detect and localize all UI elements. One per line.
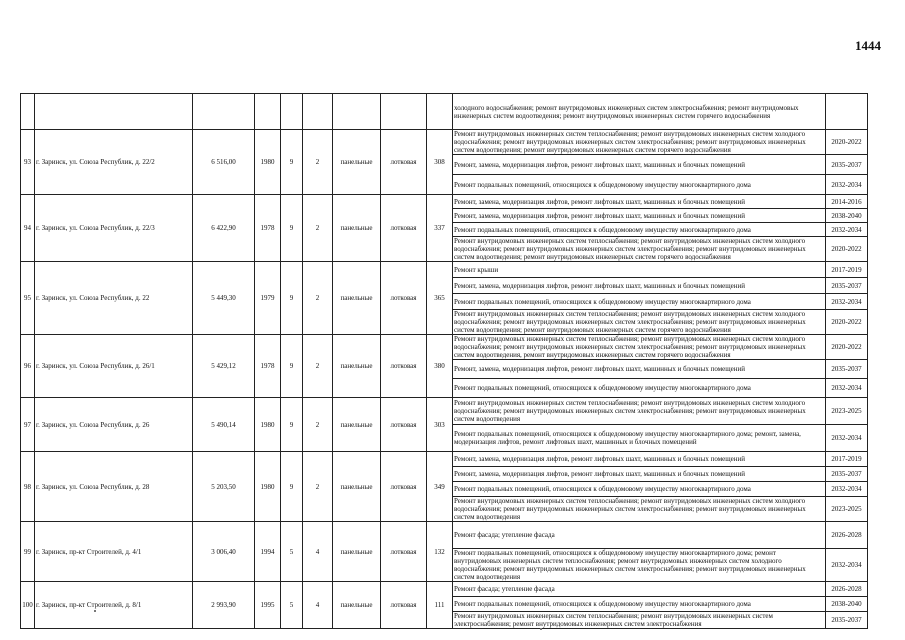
floors-cell: 5 bbox=[281, 582, 303, 629]
year-cell: 1980 bbox=[255, 130, 281, 195]
work-period: 2020-2022 bbox=[826, 310, 868, 335]
work-description: Ремонт, замена, модернизация лифтов, ремонт лифтовых шахт, машинных и блочных помещений bbox=[453, 195, 826, 209]
work-description: Ремонт подвальных помещений, относящихся к общедомовому имуществу многоквартирного дома bbox=[453, 379, 826, 398]
address-cell: г. Заринск, ул. Союза Республик, д. 28 bbox=[35, 452, 193, 522]
year-cell: 1994 bbox=[255, 522, 281, 582]
work-description: Ремонт подвальных помещений, относящихся к общедомовому имуществу многоквартирного дома; ремонт внутридомовых инженерных систем теплоснабжения; ремонт внутридомовых инженерных систем холодного водоснабжения; ремонт внутридомовых инженерных систем электроснабжения; ремонт внутридомовых инженерных систем водоотведения bbox=[453, 549, 826, 582]
area-cell: 5 429,12 bbox=[193, 335, 255, 398]
residents-cell: 349 bbox=[427, 452, 453, 522]
work-period: 2020-2022 bbox=[826, 130, 868, 155]
year-cell: 1980 bbox=[255, 452, 281, 522]
work-description: Ремонт подвальных помещений, относящихся к общедомовому имуществу многоквартирного дома bbox=[453, 482, 826, 497]
work-period: 2032-2034 bbox=[826, 175, 868, 195]
work-period: 2032-2034 bbox=[826, 294, 868, 310]
work-description: Ремонт подвальных помещений, относящихся к общедомовому имуществу многоквартирного дома bbox=[453, 175, 826, 195]
work-period: 2020-2022 bbox=[826, 335, 868, 360]
entrances-cell: 2 bbox=[303, 398, 333, 452]
table-row bbox=[21, 335, 868, 360]
entrances-cell: 4 bbox=[303, 522, 333, 582]
table-row bbox=[21, 262, 868, 278]
scan-speck bbox=[94, 610, 96, 612]
residents-cell: 308 bbox=[427, 130, 453, 195]
work-description: Ремонт фасада; утепление фасада bbox=[453, 522, 826, 549]
floors-cell: 9 bbox=[281, 130, 303, 195]
floors-cell: 9 bbox=[281, 452, 303, 522]
area-cell: 6 422,90 bbox=[193, 195, 255, 262]
wall-material-cell: панельные bbox=[333, 398, 381, 452]
roof-type-cell: лотковая bbox=[381, 335, 427, 398]
year-cell: 1995 bbox=[255, 582, 281, 629]
roof-type-cell: лотковая bbox=[381, 130, 427, 195]
row-number: 93 bbox=[21, 130, 35, 195]
work-description: Ремонт внутридомовых инженерных систем теплоснабжения; ремонт внутридомовых инженерных систем холодного водоснабжения; ремонт внутридомовых инженерных систем электроснабжения; ремонт внутридомовых инженерных систем водоотведения; ремонт внутридомовых инженерных систем горячего водоснабжения bbox=[453, 130, 826, 155]
table-row bbox=[21, 452, 868, 467]
wall-material-cell: панельные bbox=[333, 452, 381, 522]
address-cell bbox=[35, 94, 193, 130]
table-row bbox=[21, 398, 868, 425]
residents-cell: 365 bbox=[427, 262, 453, 335]
area-cell: 2 993,90 bbox=[193, 582, 255, 629]
address-cell: г. Заринск, ул. Союза Республик, д. 22/3 bbox=[35, 195, 193, 262]
work-description: Ремонт подвальных помещений, относящихся к общедомовому имуществу многоквартирного дома bbox=[453, 294, 826, 310]
roof-type-cell bbox=[381, 94, 427, 130]
floors-cell: 9 bbox=[281, 335, 303, 398]
roof-type-cell: лотковая bbox=[381, 195, 427, 262]
address-cell: г. Заринск, ул. Союза Республик, д. 22/2 bbox=[35, 130, 193, 195]
wall-material-cell: панельные bbox=[333, 262, 381, 335]
work-description: Ремонт, замена, модернизация лифтов, ремонт лифтовых шахт, машинных и блочных помещений bbox=[453, 155, 826, 175]
row-number: 98 bbox=[21, 452, 35, 522]
entrances-cell: 2 bbox=[303, 452, 333, 522]
entrances-cell: 4 bbox=[303, 582, 333, 629]
area-cell: 3 006,40 bbox=[193, 522, 255, 582]
table-row bbox=[21, 522, 868, 549]
table-row bbox=[21, 195, 868, 209]
roof-type-cell: лотковая bbox=[381, 522, 427, 582]
work-period: 2017-2019 bbox=[826, 262, 868, 278]
work-period: 2014-2016 bbox=[826, 195, 868, 209]
work-period: 2035-2037 bbox=[826, 612, 868, 629]
table-row bbox=[21, 130, 868, 155]
year-cell: 1978 bbox=[255, 335, 281, 398]
floors-cell bbox=[281, 94, 303, 130]
work-period: 2023-2025 bbox=[826, 398, 868, 425]
work-description: Ремонт внутридомовых инженерных систем теплоснабжения; ремонт внутридомовых инженерных систем холодного водоснабжения; ремонт внутридомовых инженерных систем электроснабжения; ремонт внутридомовых инженерных систем водоотведения bbox=[453, 497, 826, 522]
work-description: Ремонт внутридомовых инженерных систем теплоснабжения; ремонт внутридомовых инженерных систем холодного водоснабжения; ремонт внутридомовых инженерных систем электроснабжения; ремонт внутридомовых инженерных систем водоотведения; ремонт внутридомовых инженерных систем горячего водоснабжения bbox=[453, 237, 826, 262]
entrances-cell: 2 bbox=[303, 130, 333, 195]
work-period: 2035-2037 bbox=[826, 467, 868, 482]
work-period: 2017-2019 bbox=[826, 452, 868, 467]
work-period: 2032-2034 bbox=[826, 223, 868, 237]
entrances-cell: 2 bbox=[303, 262, 333, 335]
floors-cell: 9 bbox=[281, 262, 303, 335]
work-description: Ремонт подвальных помещений, относящихся к общедомовому имуществу многоквартирного дома bbox=[453, 597, 826, 612]
entrances-cell: 2 bbox=[303, 195, 333, 262]
year-cell: 1979 bbox=[255, 262, 281, 335]
work-period: 2038-2040 bbox=[826, 209, 868, 223]
wall-material-cell bbox=[333, 94, 381, 130]
work-period: 2032-2034 bbox=[826, 482, 868, 497]
residents-cell: 132 bbox=[427, 522, 453, 582]
residents-cell: 337 bbox=[427, 195, 453, 262]
row-number: 97 bbox=[21, 398, 35, 452]
residents-cell: 111 bbox=[427, 582, 453, 629]
area-cell: 5 490,14 bbox=[193, 398, 255, 452]
work-period: 2032-2034 bbox=[826, 425, 868, 452]
floors-cell: 5 bbox=[281, 522, 303, 582]
work-description: Ремонт внутридомовых инженерных систем теплоснабжения; ремонт внутридомовых инженерных систем электроснабжения; ремонт внутридомовых инженерных систем электроснабжения bbox=[453, 612, 826, 629]
year-cell: 1980 bbox=[255, 398, 281, 452]
work-description: холодного водоснабжения; ремонт внутридомовых инженерных систем электроснабжения; ремонт внутридомовых инженерных систем водоотведения; ремонт внутридомовых инженерных систем горячего водоснабжения bbox=[453, 94, 826, 130]
work-period: 2020-2022 bbox=[826, 237, 868, 262]
work-period: 2035-2037 bbox=[826, 155, 868, 175]
work-period: 2035-2037 bbox=[826, 278, 868, 294]
entrances-cell bbox=[303, 94, 333, 130]
work-description: Ремонт внутридомовых инженерных систем теплоснабжения; ремонт внутридомовых инженерных систем холодного водоснабжения; ремонт внутридомовых инженерных систем электроснабжения; ремонт внутридомовых инженерных систем водоотведения, ремонт внутридомовых инженерных систем горячего водоснабжения bbox=[453, 335, 826, 360]
row-number: 96 bbox=[21, 335, 35, 398]
row-number: 95 bbox=[21, 262, 35, 335]
year-cell bbox=[255, 94, 281, 130]
entrances-cell: 2 bbox=[303, 335, 333, 398]
roof-type-cell: лотковая bbox=[381, 452, 427, 522]
work-description: Ремонт подвальных помещений, относящихся к общедомовому имуществу многоквартирного дома bbox=[453, 223, 826, 237]
area-cell bbox=[193, 94, 255, 130]
work-description: Ремонт крыши bbox=[453, 262, 826, 278]
floors-cell: 9 bbox=[281, 195, 303, 262]
residents-cell bbox=[427, 94, 453, 130]
work-period: 2032-2034 bbox=[826, 379, 868, 398]
wall-material-cell: панельные bbox=[333, 195, 381, 262]
work-description: Ремонт внутридомовых инженерных систем теплоснабжения; ремонт внутридомовых инженерных систем холодного водоснабжения; ремонт внутридомовых инженерных систем электроснабжения; ремонт внутридомовых инженерных систем водоотведения bbox=[453, 398, 826, 425]
page-number: 1444 bbox=[855, 38, 881, 53]
work-period bbox=[826, 94, 868, 130]
capital-repair-table bbox=[20, 93, 868, 629]
address-cell: г. Заринск, ул. Союза Республик, д. 22 bbox=[35, 262, 193, 335]
area-cell: 6 516,00 bbox=[193, 130, 255, 195]
work-description: Ремонт подвальных помещений, относящихся к общедомовому имуществу многоквартирного дома; ремонт, замена, модернизация лифтов, ремонт лифтовых шахт, машинных и блочных помещений bbox=[453, 425, 826, 452]
address-cell: г. Заринск, ул. Союза Республик, д. 26 bbox=[35, 398, 193, 452]
scan-speck bbox=[540, 628, 542, 630]
work-description: Ремонт, замена, модернизация лифтов, ремонт лифтовых шахт, машинных и блочных помещений bbox=[453, 452, 826, 467]
address-cell: г. Заринск, ул. Союза Республик, д. 26/1 bbox=[35, 335, 193, 398]
work-period: 2026-2028 bbox=[826, 522, 868, 549]
roof-type-cell: лотковая bbox=[381, 262, 427, 335]
work-description: Ремонт, замена, модернизация лифтов, ремонт лифтовых шахт, машинных и блочных помещений bbox=[453, 278, 826, 294]
residents-cell: 380 bbox=[427, 335, 453, 398]
address-cell: г. Заринск, пр-кт Строителей, д. 4/1 bbox=[35, 522, 193, 582]
work-description: Ремонт, замена, модернизация лифтов, ремонт лифтовых шахт, машинных и блочных помещений bbox=[453, 467, 826, 482]
wall-material-cell: панельные bbox=[333, 130, 381, 195]
roof-type-cell: лотковая bbox=[381, 582, 427, 629]
row-number: 94 bbox=[21, 195, 35, 262]
address-cell: г. Заринск, пр-кт Строителей, д. 8/1 bbox=[35, 582, 193, 629]
wall-material-cell: панельные bbox=[333, 582, 381, 629]
year-cell: 1978 bbox=[255, 195, 281, 262]
wall-material-cell: панельные bbox=[333, 522, 381, 582]
work-period: 2032-2034 bbox=[826, 549, 868, 582]
table-row bbox=[21, 582, 868, 597]
work-description: Ремонт фасада; утепление фасада bbox=[453, 582, 826, 597]
residents-cell: 303 bbox=[427, 398, 453, 452]
roof-type-cell: лотковая bbox=[381, 398, 427, 452]
wall-material-cell: панельные bbox=[333, 335, 381, 398]
row-number: 100 bbox=[21, 582, 35, 629]
area-cell: 5 449,30 bbox=[193, 262, 255, 335]
table-row bbox=[21, 94, 868, 130]
work-period: 2023-2025 bbox=[826, 497, 868, 522]
floors-cell: 9 bbox=[281, 398, 303, 452]
work-description: Ремонт, замена, модернизация лифтов, ремонт лифтовых шахт, машинных и блочных помещений bbox=[453, 360, 826, 379]
work-period: 2035-2037 bbox=[826, 360, 868, 379]
row-number: 99 bbox=[21, 522, 35, 582]
work-period: 2026-2028 bbox=[826, 582, 868, 597]
work-period: 2038-2040 bbox=[826, 597, 868, 612]
work-description: Ремонт, замена, модернизация лифтов, ремонт лифтовых шахт, машинных и блочных помещений bbox=[453, 209, 826, 223]
row-number bbox=[21, 94, 35, 130]
work-description: Ремонт внутридомовых инженерных систем теплоснабжения; ремонт внутридомовых инженерных систем холодного водоснабжения; ремонт внутридомовых инженерных систем электроснабжения; ремонт внутридомовых инженерных систем водоотведения; ремонт внутридомовых инженерных систем горячего водоснабжения bbox=[453, 310, 826, 335]
area-cell: 5 203,50 bbox=[193, 452, 255, 522]
